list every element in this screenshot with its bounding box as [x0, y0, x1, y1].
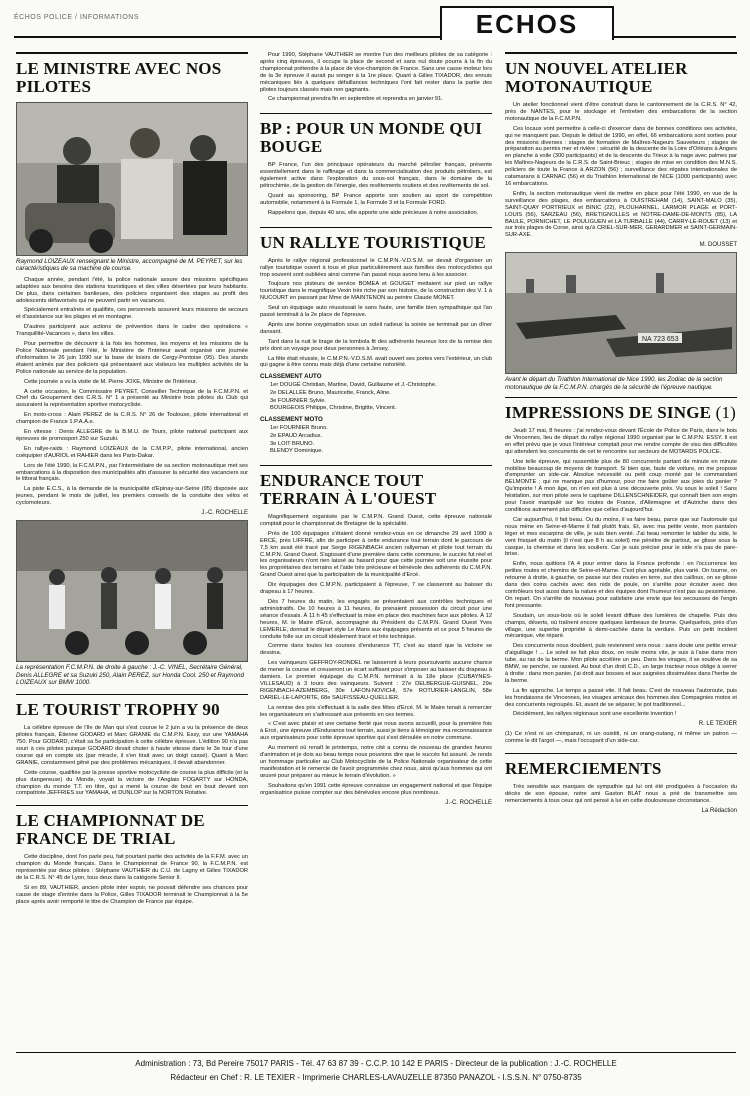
paragraph: BP France, l'un des principaux opérateurs du marché pétrolier français, présente essentiellement dans le raffinage et dans la commercialisation des produits pétroliers, est également active dans l'exploration du sous-sol français, dans le domaine de la pétrochimie, de la gestion de l'énergie, des revêtements routiers et des revêtements de sol. [260, 162, 492, 190]
list-item: 2e DELALLÉE Bruno, Mauricette, Franck, Aline. [270, 390, 391, 397]
footnote: (1) Ce n'est ni un chimpanzé, ni un ouistiti, ni un orang-outang, ni même un patron — comme le dit l'argot —, mais l'occupant d'un side-car. [505, 731, 737, 745]
article-title-singe-text: IMPRESSIONS DE SINGE [505, 403, 712, 423]
article-rule [260, 465, 492, 466]
section-title: ECHOS [440, 6, 614, 40]
paragraph: En moto-cross : Alain PEREZ de la C.R.S. N° 26 de Toulouse, pilote international et champion de France 1.P.A.A.e. [16, 412, 248, 426]
footer-line-2: Rédacteur en Chef : R. LE TEXIER - Imprimerie CHARLES-LAVAUZELLE 87350 PANAZOL - I.S.S.N. N° 0750-8735 [170, 1073, 582, 1082]
article-title-ministre: LE MINISTRE AVEC NOS PILOTES [16, 59, 222, 96]
article-title-remerciements: REMERCIEMENTS [505, 759, 662, 779]
list-item: BLENDY Dominique. [270, 448, 324, 455]
article-signature: J.-C. ROCHELLE [445, 799, 492, 806]
paragraph: A cette occasion, le Commissaire PEYRET, Conseiller Technique de la F.C.M.P.N. et Chef du Groupement des C.R.S. N° 1 a présenté au Ministre trois pilotes du Club qui assuraient la représentation sportive motocycliste. [16, 388, 248, 409]
footer-line-1: Administration : 73, Bd Pereire 75017 PARIS - Tél. 47 63 87 39 - C.C.P. 10 142 E PARIS - Directeur de la publication : J.-C. ROCHELLE [135, 1059, 617, 1068]
paragraph: Souhaitons qu'en 1991 cette épreuve connaisse un engagement national et que l'équipe organisatrice puisse compter sur des bénévoles encore plus nombreux. [260, 782, 492, 796]
article-signature: R. LE TEXIER [698, 721, 737, 728]
list-item: 1er FOURNIER Bruno. [270, 425, 328, 432]
paragraph: Si en 89, VAUTHIER, ancien pilote inter espoir, ne pouvait défendre ses chances pour cause de stage d'entrée dans la Police, Gilles TIXADOR terminait le Championnat à la 5e place après avoir remporté le titre de Champion de France par équipe. [16, 885, 248, 905]
photo-caption-zodiac: Avant le départ du Triathlon International de Nice 1990, les Zodiac de la section motonautique de la F.C.M.P.N. chargés de la sécurité de l'épreuve nautique. [505, 376, 723, 391]
paragraph: La célèbre épreuve de l'Ile de Man qui s'est courue le 2 juin a vu la présence de deux pilotes français, Étienne GODARD et Marc GRANIE du C.M.P.N. Essy, sur une YAMAHA 750. Pour GODARD, c'était sa 5e participation à cette célèbre épreuve. L'édition 90 n'a pas souri à ces pilotes puisque GODARD devait chuter à haute vitesse dans le 3e tour d'une course qui en compte six (par miracle, il s'en tirait avec un doigt cassé). Quant à Marc GRANIE, constamment gêné par des problèmes mécaniques, il devait abandonner. [16, 725, 248, 766]
paragraph: En vitesse : Denis ALLEGRE de la B.M.U. de Tours, pilote national participant aux épreuves de promosport 250 sur Suzuki. [16, 429, 248, 442]
list-item: 2e EPAUD Arcadius. [270, 432, 323, 439]
article-title-trial: LE CHAMPIONNAT DE FRANCE DE TRIAL [16, 811, 205, 849]
photo-pilotes-illustration [17, 521, 248, 661]
paragraph: Dès 7 heures du matin, les engagés se présentaient aux contrôles techniques et administratifs. De 10 heures à 11 heures, ils prenaient possession du circuit pour une séance d'essais. À 11 h 45 s'effectuait la mise en place des machines face aux pilotes. À 12 heures, M. le Maire d'Ercé, accompagné du Président du C.M.P.N. Grand Ouest Yves LEMERLE, donnait le départ style Le Mans aux équipages présents et ce pour 5 heures de conduite folle sur un circuit idéalement tracé et très technique. [260, 598, 492, 640]
paragraph: Soudain, un sous-bois où le soleil levant diffuse des lumières de chapelle. Puis des champs, déserts, où traînent encore quelques lambeaux de brume. Quelquefois, près d'un village, une superbe propriété à demi-cachée dans la verdure. Puis un petit incident mécanique, vite réparé. [505, 612, 737, 640]
article-signature: La Rédaction [701, 807, 737, 814]
article-rule [260, 227, 492, 228]
photo-caption-pilotes: La représentation F.C.M.P.N. de droite à gauche : J.-C. VINEL, Secrétaire Général, Denis ALLEGRE et sa Suzuki 250, Alain PEREZ, sur Honda Cool. 250 et Raymond LOIZEAUX sur BMW 1000. [16, 664, 244, 686]
article-signature: M. DOUSSET [699, 242, 737, 249]
column-3 [505, 52, 737, 818]
photo-pilotes [16, 520, 248, 662]
article-title-singe [505, 404, 737, 422]
paragraph: La fête était réussie, le C.M.P.N.-V.D.S.M. avait ouvert ses portes vers l'extérieur, un club qui gagne à être connu mais déjà d'une certaine notoriété. [260, 355, 492, 369]
column-2 [260, 52, 492, 810]
photo-ministre [16, 102, 248, 256]
paragraph: Une telle épreuve, qui rassemble plus de 80 concurrents partant de minute en minute mobilise beaucoup de moyens de transport. Si bien que, faute de voiture, on me propose d'emprunter un side-car. Absolue nécessité ou petit coup monté par le commandant BELMONTE ; qui ne manque pas d'humour, pour me faire goûter aux joies du panier ? Qu'importe ! À mon âge, on n'en est plus à une découverte près. Vu sous le soleil ! Sans hésitation, sur mon pilote sera le capitaine DILLENSCHNEIDER, qui connaît bien son engin pour l'avoir manipulé sur les routes de France, d'Allemagne et d'Autriche dans des conditions autrement plus difficiles que celles d'aujourd'hui. [505, 458, 737, 513]
classement-moto-title: CLASSEMENT MOTO [260, 416, 323, 424]
list-item: BOURGEOIS Philippe, Christine, Brigitte, Vincent. [270, 405, 397, 412]
article-title-atelier: UN NOUVEL ATELIER MOTONAUTIQUE [505, 59, 688, 96]
paragraph: Lors de l'été 1990, la F.C.M.P.N., par l'intermédiaire de sa section motonautique met ses embarcations à la disposition des municipalités afin d'assurer la sécurité des vacanciers sur le littoral français. [16, 462, 248, 483]
photo-caption-ministre: Raymond LOIZEAUX renseignant le Ministre, accompagné de M. PEYRET, sur les caractéristiques de sa machine de course. [16, 258, 243, 273]
paragraph: Magnifiquement organisée par le C.M.P.N. Grand Ouest, cette épreuve nationale comptait pour le championnat de Bretagne de la spécialité. [260, 514, 492, 527]
list-item: 3e FOURNIER Sylvie. [270, 397, 326, 404]
classement-auto-title: CLASSEMENT AUTO [260, 373, 322, 381]
paragraph: Les vainqueurs GEFFROY-RONDEL ne laisseront à leurs poursuivants aucune chance de mener la course et creuseront un écart suffisant pour s'imposer au baisser du drapeau à damiers. Le premier équipage du C.M.P.N. terminait à la 18e place (CUBAYNES-VILLESAUD) à 3 tours des vainqueurs. Suivent : 27e DELBERGUE-GUISNEL, 29e RIGENBACH-AZEMBERG, 30e LAFON-NOVICHI, 57e ROTURIER-LANGLIN, 58e DARIEL-LE-LAPORTE, 68e SAUFISSEAU-QUELLIER. [260, 660, 492, 701]
boat-registration: NA 723 653 [642, 336, 679, 344]
paragraph: « C'est avec plaisir et une certaine fierté que nous avons accueilli, pour la première fois à Ercé, une épreuve d'Endurance tout terrain, aussi je tiens à témoigner ma reconnaissance aux organisateurs pour cette épreuve sportive qui s'est déroulée en notre commune. [260, 721, 492, 742]
paragraph: Seul un équipage auto réussissait le sans faute, une famille bien sympathique qui l'an passé terminait à la 2e place de l'épreuve. [260, 305, 492, 319]
paragraph: Cette discipline, dont l'on parle peu, fait pourtant partie des activités de la F.F.M. avec un champion du Monde français. Dans le Championnat de France 90, la F.C.M.P.N. est représentée par deux pilotes : Stéphane VAUTHIER du C.U. de Lagny et Gilles TIXADOR de la C.R.S. N° 45 de Lyon, tous deux dans la catégorie Senior II. [16, 854, 248, 882]
header-rule [14, 36, 736, 38]
page-header [14, 6, 736, 46]
paragraph: Des concurrents nous doublent, puis reviennent vers nous : sans doute une petite erreur d'aiguillage ! ... Le soleil se fait plus doux, on roule moins vite, je suis à l'aise dans mon tube, au ras de la berme. Mon pilote accélère un peu. Dans les virages, il se soulève de sa BMW, se penche, se rassied. Au bout d'un droit C.D., un large tracteur nous oblige à serrer à droite : dans mon panier, j'ai droit aux bosses et aux saignées dissimulées dans l'herbe de la berme. [505, 643, 737, 684]
article-signature: J.-C. ROCHELLE [201, 510, 248, 517]
paragraph: Décidément, les rallyes régionaux sont une excellente invention ! [513, 711, 677, 718]
paragraph: Pour permettre de découvrir à la fois les hommes, les moyens et les missions de la Police Nationale pendant l'été, le Ministère de l'Intérieur avait organisé une journée d'information le 26 juin 1990 sur la base de loisirs de Cergy-Pontoise (95). Des stands étaient animés par des policiers qui présentaient aux visiteurs les multiples activités de la Police nationale au service de la population. [16, 341, 248, 375]
paragraph: Enfin, la section motonautique vient de mettre en place pour l'été 1990, en vue de la surveillance des plages, des embarcations à OUISTREHAM (14), SAINT-MALO (35), SAINT-QUAY PORTRIEUX et BINIC (22), PLOUHARNEL, LARMOR PLAGE et PORT-LOUIS (56), SARZEAU (56), BRETIGNOLLES et NOTRE-DAME-DE-MONTS (85), LA BAULE, PORNICHET, LE POULIGUEN et LA TURBALLE (44), CARRY-LE-ROUET (13) et sur trois plages de Corse, ainsi qu'à CRIEL-SUR-MER, GERARDMER et SAINT-GERMAIN-SUR-AXE. [505, 190, 737, 239]
paragraph: Comme dans toutes les courses d'endurance TT, c'est au stand que la victoire se dessina. [260, 643, 492, 657]
paragraph: Cette course, qualifiée par la presse sportive motocycliste de course la plus difficile (et la plus dangereuse) du Monde, voyait la victoire de l'Anglais FOGARTY sur HONDA, champion du monde T.T. en titre, qui a mené la course de bout en bout devant son compatriote JEFFRIES sur YAMAHA, et DUNLOP sur la NORTON Rotative. [16, 769, 248, 797]
paragraph: Après le rallye régional professionnel le C.M.P.N.-V.D.S.M. se devait d'organiser un rallye touristique ouvert à tous et plus particulièrement aux familles des motocyclistes qui trop souvent sont oubliées ainsi comme l'an passé nous avons tenu à les associer. [260, 257, 492, 278]
paragraph: Ces locaux vont permettre à celle-ci d'exercer dans de bonnes conditions ses activités, qui ne manquent pas. Depuis le début de 1990, en effet, 66 embarcations sont sorties pour des missions diverses : stages de formation de Maîtres-Nageurs Sauveteurs ; stages de préparation au permis mer et rivière ; sécurité de la descente de la Loire d'Orléans à Angers en planche à voile (300 participants) et de la descente du Trieux à la nage avec palmes par les Maîtres-Nageurs de la C.R.S. de Saint-Brieuc ; stages de mise en condition des M.N.S. policiers de toute la France à ARZON (56) ; surveillance des régates internationales de catamarans à CARNAC (56) et du Triathlon International de NICE (1000 participants) avec 16 embarcations. [505, 125, 737, 187]
paragraph: Spécialement entraînés et qualifiés, ces personnels assurent leurs missions de secours et d'assistance sur les plages et en montagne. [16, 307, 248, 321]
paragraph: La piste E.C.S., à la demande de la municipalité d'Epinay-sur-Seine (95) disposée aux jeunes, pendant le mois de juillet, les premiers conseils de la conduite des vélos et cyclomoteurs. [16, 486, 248, 507]
paragraph: Un atelier fonctionnel vient d'être construit dans le cantonnement de la C.R.S. N° 42, près de NANTES, pour le stockage et l'entretien des embarcations de la section motonautique de la F.C.M.P.N. [505, 102, 737, 122]
article-title-singe-number: (1) [715, 403, 737, 423]
article-title-rallye: UN RALLYE TOURISTIQUE [260, 232, 486, 252]
photo-zodiac-illustration [506, 253, 737, 373]
paragraph: Rappelons que, depuis 40 ans, elle apporte une aide précieuse à notre association. [268, 209, 479, 216]
paragraph: Jeudi 17 mai, 8 heures : j'ai rendez-vous devant l'École de Police de Paris, dans le bois de Vincennes, lieu de départ du rallye régional 1990 organisé par le C.M.P.N. ESSY. Il est en effet prévu que je vous l'intérieur comptait pour me rendre compte de visu des difficultés qui attendent les concurrents de cet te rencontre sur secteurs de MOTARDS POLICE. [505, 428, 737, 455]
paragraph: Car aujourd'hui, il fait beau. Ou du moins, il va faire beau, parce que sur l'autoroute qui nous mène en Seine-et-Marne il fait plutôt frais. Et, avec ma petite veste, mon pantalon léger et mes escarpins de ville, je suis bien venté. J'ai beau remonter le tablier du side, le vent frisquet du matin (il n'est que 8 h au soleil) me pénètre de partout, se glisse sous la casque, la chemise et dans les souliers. Car je suis précisé pour le side n'a pas de pare-brise. [505, 516, 737, 558]
list-item: 1er DOUGÉ Christian, Martine, David, Guillaume et J.-Christophe. [270, 382, 437, 389]
paragraph: Quant au sponsoring, BP France apporte son soutien au sport de compétition automobile, notamment à la Formule 1, la Formule 3 et la Formule FORD. [260, 192, 492, 206]
paragraph: Pour 1990, Stéphane VAUTHIER se montre l'un des meilleurs pilotes de sa catégorie : après cinq épreuves, il occupe la place de second et sans nul doute pourra à la fin du championnat prétendre à la place de vice-champion de France. Sans une casse moteur lors de la 3e épreuve il aurait pu songer à la 1re place. Quant à Gilles TIXADOR, des ennuis mécaniques liés à quelques défaillances techniques l'ont fait rester dans la partie des pilotes toujours classés mais non gagnants. [260, 52, 492, 93]
paragraph: Très sensible aux marques de sympathie qui lui ont été prodiguées à l'occasion du décès de son épouse, notre ami Gaston BLAT nous a prié de transmettre ses remerciements à tous ceux qui ont pensé à lui en cette douloureuse circonstance. [505, 784, 737, 804]
article-rule [16, 694, 248, 695]
column-1 [16, 52, 248, 909]
article-rule [505, 397, 737, 398]
paragraph: Ce championnat prendra fin en septembre et reprendra en janvier 91. [268, 96, 443, 103]
paragraph: La remise des prix s'effectuait à la salle des fêtes d'Ercé. M. le Maire tenait à remercier les organisateurs en s'adressant aux présents en ces termes. [260, 704, 492, 718]
photo-ministre-illustration [17, 103, 248, 255]
list-item: 3e LOIT BRUNO. [270, 440, 315, 447]
article-rule [505, 52, 737, 54]
paragraph: Tard dans la nuit le tirage de la tombola fit des adhérents heureux lors de la remise des prix dont un voyage pour deux personnes à Jersey. [260, 338, 492, 352]
article-title-tourist: LE TOURIST TROPHY 90 [16, 700, 220, 720]
header-small-text: ÉCHOS POLICE / INFORMATIONS [14, 14, 139, 21]
paragraph: Près de 100 équipages s'étaient donné rendez-vous en ce dimanche 29 avril 1990 à ERCÉ, près LIFFRÉ, afin de participer à cette endurance tout terrain dont le parcours de 7,5 km avait été tracé par Serge RIGENBACH ancien rallyeman et pilote tout terrain du C.M.P.N. Grand Ouest. S'agissant d'une première dans cette commune, le succès fut réel et les organisateurs n'ont rien laissé au hasard pour que cette journée soit une réussite pour les propriétaires des terrains et l'aide très précieuse et bénévole des adhérents du C.M.P.N. Grand Ouest ainsi que la participation de la municipalité d'Ercé. [260, 530, 492, 579]
paragraph: D'autres participent aux actions de prévention dans le cadre des opérations « Tranquillité-Vacances », dans les villes. [16, 324, 248, 338]
paragraph: Chaque année, pendant l'été, la police nationale assure des missions spécifiques adaptées aux besoins des stations touristiques et des villes désertées par leurs habitants. De plus, dans certaines banlieues, des policiers organisent des stages au profit des adolescents défavorisés qui ne peuvent partir en vacances. [16, 276, 248, 304]
article-rule [260, 113, 492, 114]
photo-zodiac [505, 252, 737, 374]
paragraph: Enfin, nous quittons l'A 4 pour entrer dans la France profonde : en l'occurrence les petites routes et chemins de Seine-et-Marne. C'est plus agréable, plus varié. On tourne, on retourne à droite, à gauche, on passe sur des routes en terre, sur des cailloux, on se glisse dans des coins cachés avec des nids de poule, on s'arrête pour écouter avec des contrôleurs tout aussi dans la nature et des équipes dont l'humeur n'est pas au pessimisme. On repart. On s'arrête de nouveau pour satisfaire une envie que les secousses de l'engin font pressante. [505, 561, 737, 609]
paragraph: Toujours nos pisteurs de service BOMEA et GOUGET mettaient sur pied un rallye touristique dans le magnifique Vexin très riche par son histoire, de la construction des V. 1 à NUCOURT en passant par Mme de MAINTENON au peintre Claude MONET. [260, 281, 492, 302]
article-title-bp: BP : POUR UN MONDE QUI BOUGE [260, 119, 483, 157]
paragraph: Dix équipages des C.M.P.N. participaient à l'épreuve, 7 se classeront au baisser du drapeau à 17 heures. [260, 582, 492, 596]
paragraph: En rallye-raids : Raymond LOIZEAUX de la C.M.P.P., pilote international, ancien coéquipier d'AURIOL et RAHIER dans les Paris-Dakar. [16, 445, 248, 459]
article-title-endurance: ENDURANCE TOUT TERRAIN À L'OUEST [260, 471, 437, 508]
paragraph: Au moment où renaît le printemps, notre cité a connu de nouveau de grandes heures d'animation et je dois au beau temps nous pouvions dire que le succès fut assuré. Je rends un hommage particulier au Club Motocycliste de la Police Nationale organisateur de cette manifestation et le remercie de l'avoir programmée chez nous, ainsi qu'aux hommes qui ont œuvré pour préparer au mieux le terrain d'évolution. » [260, 745, 492, 779]
article-rule [16, 805, 248, 806]
article-rule [505, 753, 737, 754]
paragraph: Cette journée a vu la visite de M. Pierre JOXE, Ministre de l'Intérieur. [24, 378, 198, 385]
article-rule [16, 52, 248, 54]
paragraph: La fin approche. Le temps a passé vite. Il fait beau. C'est de nouveau l'autoroute, puis les frondaisons de Vincennes, les visages amicaux des hommes des Compagnies motos et des concurrents regroupés. Et, avant de se séparer, le pot traditionnel... [505, 687, 737, 708]
page-footer [16, 1052, 736, 1085]
paragraph: Après une bonne oxygénation sous un soleil radieux la soirée se terminait par un dîner dansant. [260, 321, 492, 335]
